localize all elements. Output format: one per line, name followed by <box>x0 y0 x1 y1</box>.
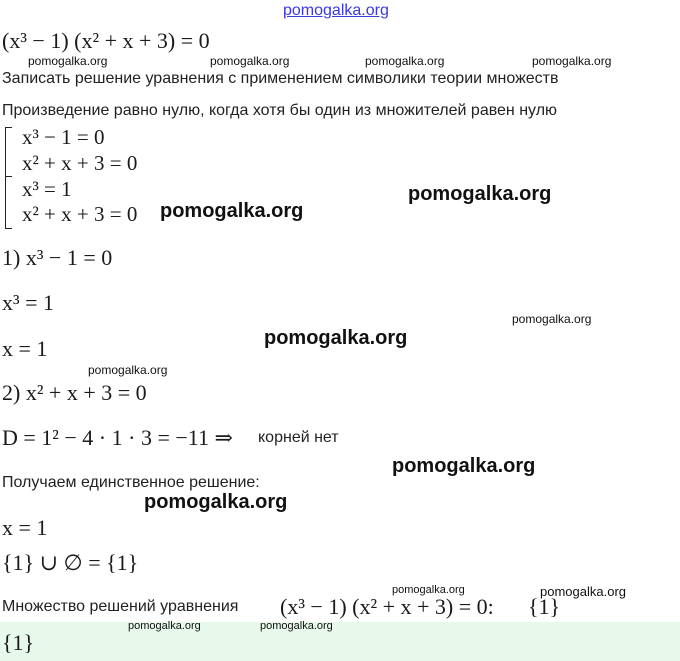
system-line-1: x³ − 1 = 0 <box>22 125 105 149</box>
watermark: pomogalka.org <box>408 183 552 205</box>
watermark: pomogalka.org <box>128 620 201 632</box>
system-line-3: x³ = 1 <box>22 177 72 201</box>
system-line-2: x² + x + 3 = 0 <box>22 151 138 175</box>
watermark: pomogalka.org <box>144 491 288 513</box>
product-rule-text: Произведение равно нулю, когда хотя бы один из множителей равен нулю <box>2 102 558 119</box>
step-1c: x = 1 <box>2 336 48 361</box>
answer-highlight <box>0 622 680 661</box>
set-value: {1} <box>528 594 561 619</box>
system-bracket-tick <box>5 176 12 177</box>
step-1: 1) x³ − 1 = 0 <box>2 245 113 270</box>
watermark: pomogalka.org <box>88 363 168 377</box>
step-2: 2) x² + x + 3 = 0 <box>2 380 147 405</box>
watermark: pomogalka.org <box>392 584 465 596</box>
answer: {1} <box>2 630 35 655</box>
watermark: pomogalka.org <box>210 54 290 68</box>
watermark: pomogalka.org <box>264 327 408 349</box>
no-roots-text: корней нет <box>258 429 339 446</box>
task-text: Записать решение уравнения с применением символики теории множеств <box>2 70 559 87</box>
solution: x = 1 <box>2 515 48 540</box>
watermark: pomogalka.org <box>28 54 108 68</box>
system-line-4: x² + x + 3 = 0 <box>22 202 138 226</box>
equation: (x³ − 1) (x² + x + 3) = 0 <box>2 28 210 53</box>
single-solution-text: Получаем единственное решение: <box>2 474 260 491</box>
watermark: pomogalka.org <box>365 54 445 68</box>
step-1b: x³ = 1 <box>2 290 55 315</box>
watermark: pomogalka.org <box>160 200 304 222</box>
watermark: pomogalka.org <box>260 620 333 632</box>
discriminant: D = 1² − 4 · 1 · 3 = −11 ⇒ <box>2 425 233 450</box>
watermark: pomogalka.org <box>532 54 612 68</box>
watermark: pomogalka.org <box>392 455 536 477</box>
set-label: Множество решений уравнения <box>2 598 239 615</box>
watermark: pomogalka.org <box>512 312 592 326</box>
set-union: {1} ∪ ∅ = {1} <box>2 550 139 575</box>
set-equation: (x³ − 1) (x² + x + 3) = 0: <box>280 594 494 619</box>
watermark-top-link[interactable]: pomogalka.org <box>283 2 389 19</box>
system-bracket <box>5 127 12 229</box>
watermark: pomogalka.org <box>540 584 626 599</box>
